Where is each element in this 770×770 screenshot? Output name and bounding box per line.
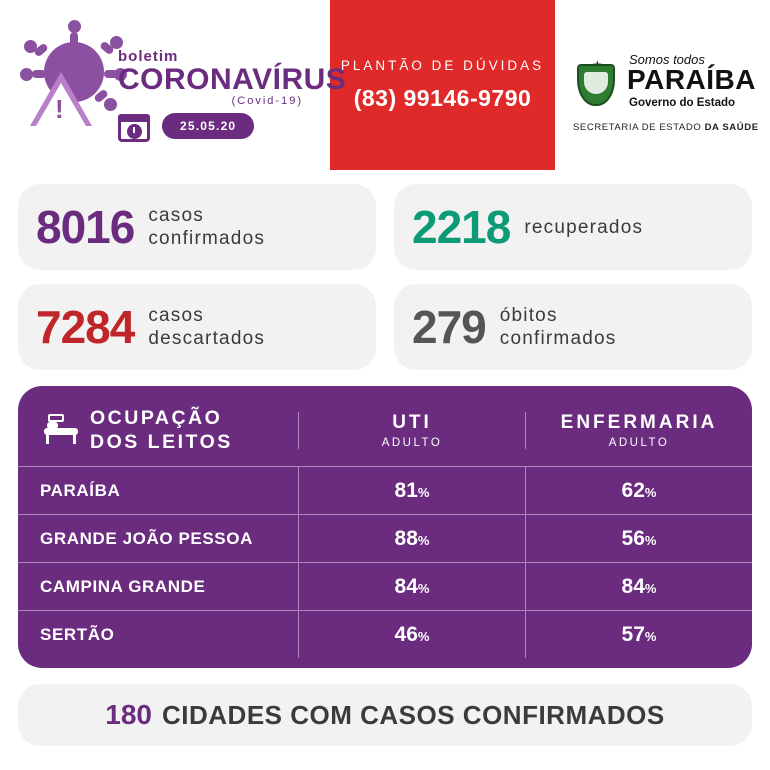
value: 84 [621,575,645,598]
stat-value: 7284 [36,301,135,353]
column-title: ENFERMARIA [560,411,718,433]
row-uti-value [298,467,525,514]
column-subtitle: ADULTO [608,436,670,449]
row-uti-value [298,563,525,610]
row-uti-value [298,515,525,562]
paraiba-coat-of-arms-icon [573,58,619,112]
hospital-bed-icon [40,414,80,446]
clock-icon [127,124,142,139]
bed-monitor [48,414,64,422]
stat-label-line1: recuperados [524,216,644,238]
leitos-title-line2: DOS LEITOS [90,431,233,453]
column-subtitle: ADULTO [381,436,443,449]
government-branding [555,0,770,170]
page-title: CORONAVÍRUS [118,63,347,96]
leitos-title-text [90,406,233,454]
header-branding [0,0,347,133]
hotline-phone: (83) 99146-9790 [353,85,532,111]
stat-value: 8016 [36,201,135,253]
table-row [18,562,752,610]
value: 46 [394,623,418,646]
table-row [18,466,752,514]
cities-count: 180 [105,699,152,730]
percent-symbol: % [644,533,657,548]
bulletin-title-block [118,48,346,107]
secretaria-prefix: SECRETARIA DE ESTADO [573,122,705,133]
value: 57 [621,623,645,646]
bed-leg [73,435,76,444]
brand-somos-todos: Somos todos [629,52,705,67]
calendar-clock-icon [118,110,152,142]
row-region: SERTÃO [40,624,115,644]
percent-symbol: % [644,485,657,500]
stat-card-recuperados [394,184,752,270]
bulletin-kicker: boletim [118,48,179,65]
column-title: UTI [392,411,432,433]
secretaria-line [573,122,759,133]
row-enfermaria-value [525,515,752,562]
virus-dot [68,20,81,33]
virus-dot [104,98,117,111]
value: 56 [621,527,645,550]
brand-governo: Governo do Estado [629,97,736,109]
hotline-panel [330,0,555,170]
stat-value: 2218 [412,201,511,253]
value: 81 [394,479,418,502]
stat-value: 279 [412,301,486,353]
row-enfermaria-value [525,611,752,658]
bulletin-date: 25.05.20 [162,113,254,139]
stat-label-line1: casos [148,205,204,226]
stat-label-line1: óbitos [499,305,558,326]
percent-symbol: % [644,629,657,644]
row-enfermaria-value [525,467,752,514]
table-row [18,514,752,562]
hotline-label: PLANTÃO DE DÚVIDAS [340,58,545,73]
percent-symbol: % [417,533,430,548]
row-region: CAMPINA GRANDE [40,576,206,596]
leitos-title [18,406,298,454]
value: 88 [394,527,418,550]
leitos-header-row [18,398,752,466]
header [0,0,770,170]
warning-exclamation: ! [55,94,64,124]
leitos-table [18,386,752,668]
leitos-column-enfermaria [525,412,752,449]
row-enfermaria-value [525,563,752,610]
stat-label [148,204,265,250]
row-region: GRANDE JOÃO PESSOA [40,528,253,548]
row-uti-value [298,611,525,658]
value: 84 [394,575,418,598]
virus-dot [24,40,37,53]
cities-label: CIDADES COM CASOS CONFIRMADOS [161,699,665,730]
secretaria-bold: DA SAÚDE [704,122,759,133]
brand-paraiba: PARAÍBA [627,64,756,95]
stat-label [524,216,643,239]
stat-card-descartados [18,284,376,370]
stat-label-line2: descartados [148,328,266,349]
cities-footer [18,684,752,746]
bulletin-date-row [118,110,254,142]
stat-card-obitos [394,284,752,370]
percent-symbol: % [417,581,430,596]
percent-symbol: % [644,581,657,596]
bed-leg [46,435,49,444]
percent-symbol: % [417,485,430,500]
stat-label-line2: confirmados [148,228,266,249]
leitos-title-line1: OCUPAÇÃO [90,407,223,429]
stat-label-line1: casos [148,305,204,326]
table-row [18,610,752,658]
calendar-header-bar [118,114,150,122]
stat-label [148,304,265,350]
stat-cards [0,170,770,370]
virus-spike [70,32,78,46]
bed-mattress [44,428,78,435]
page-subtitle: (Covid-19) [231,95,303,107]
stat-label [500,304,617,350]
value: 62 [621,479,645,502]
percent-symbol: % [417,629,430,644]
stat-card-confirmados [18,184,376,270]
stat-label-line2: confirmados [499,328,617,349]
coronavirus-icon [30,36,122,128]
leitos-column-uti [298,412,525,449]
row-region: PARAÍBA [40,480,121,500]
